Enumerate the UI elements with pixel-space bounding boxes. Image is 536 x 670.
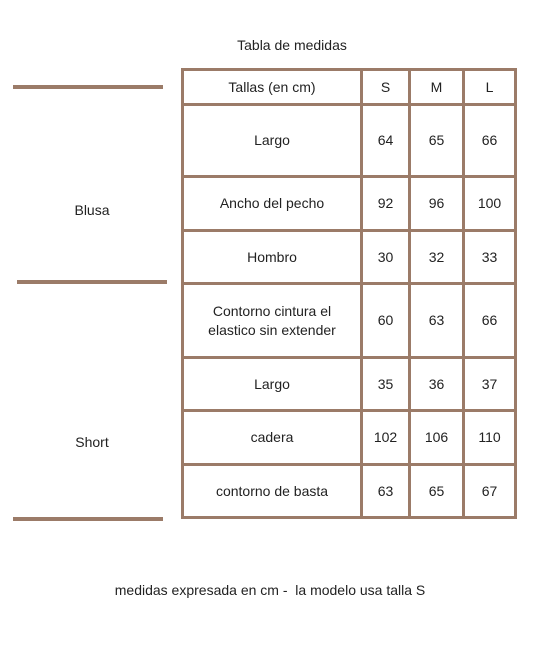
divider-bottom — [13, 517, 163, 521]
cell-l: 37 — [464, 358, 516, 411]
table-row — [183, 358, 516, 411]
cell-m: 32 — [410, 231, 464, 284]
header-cell-m: M — [410, 70, 464, 105]
cell-m: 106 — [410, 411, 464, 465]
divider-middle — [17, 280, 167, 284]
cell-m: 63 — [410, 284, 464, 358]
cell-s: 102 — [362, 411, 410, 465]
table-row — [183, 105, 516, 177]
cell-m: 65 — [410, 105, 464, 177]
group-label-short: Short — [75, 434, 109, 450]
cell-s: 60 — [362, 284, 410, 358]
row-label: Largo — [183, 105, 362, 177]
cell-l: 110 — [464, 411, 516, 465]
header-cell-l: L — [464, 70, 516, 105]
page-title: Tabla de medidas — [237, 37, 347, 53]
table-header-row — [183, 70, 516, 105]
divider-top — [13, 85, 163, 89]
row-label: contorno de basta — [183, 465, 362, 518]
cell-l: 33 — [464, 231, 516, 284]
cell-s: 63 — [362, 465, 410, 518]
cell-m: 36 — [410, 358, 464, 411]
cell-l: 67 — [464, 465, 516, 518]
table-row — [183, 465, 516, 518]
group-label-blusa: Blusa — [74, 202, 110, 218]
table-row — [183, 411, 516, 465]
table-row — [183, 284, 516, 358]
header-cell-label: Tallas (en cm) — [183, 70, 362, 105]
row-label: Hombro — [183, 231, 362, 284]
row-label: Contorno cintura el elastico sin extender — [183, 284, 362, 358]
cell-m: 96 — [410, 177, 464, 231]
cell-l: 66 — [464, 105, 516, 177]
row-label: Ancho del pecho — [183, 177, 362, 231]
header-cell-s: S — [362, 70, 410, 105]
table-row — [183, 177, 516, 231]
cell-l: 100 — [464, 177, 516, 231]
row-label: cadera — [183, 411, 362, 465]
cell-s: 30 — [362, 231, 410, 284]
size-table — [181, 68, 517, 519]
cell-m: 65 — [410, 465, 464, 518]
cell-l: 66 — [464, 284, 516, 358]
cell-s: 64 — [362, 105, 410, 177]
cell-s: 92 — [362, 177, 410, 231]
table-row — [183, 231, 516, 284]
row-label: Largo — [183, 358, 362, 411]
footer-note: medidas expresada en cm - la modelo usa talla S — [114, 582, 426, 598]
cell-s: 35 — [362, 358, 410, 411]
